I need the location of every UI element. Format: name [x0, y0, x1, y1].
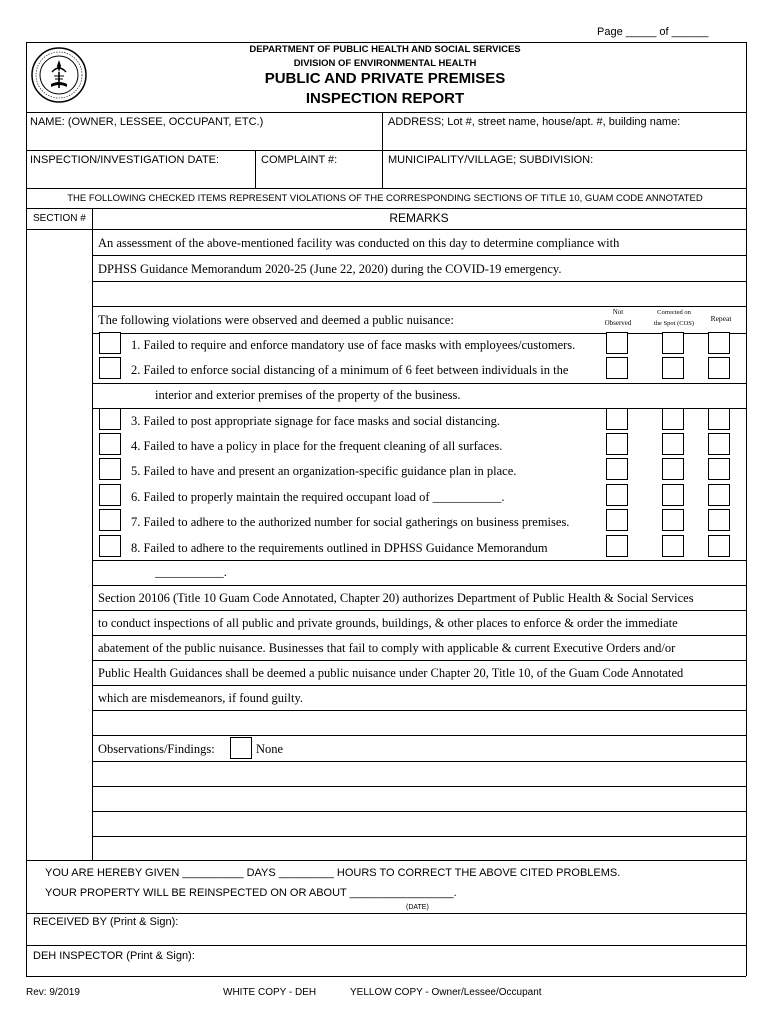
violation-item-6: 6. Failed to properly maintain the required occupant load of ___________. [131, 490, 505, 504]
item-8-repeat-checkbox[interactable] [708, 535, 730, 557]
legal-line-4: Public Health Guidances shall be deemed a public nuisance under Chapter 20, Title 10, of the Guam Code Annotated [98, 666, 684, 680]
none-checkbox[interactable] [230, 737, 252, 759]
divider [92, 660, 746, 661]
frame-top [26, 42, 746, 43]
divider [26, 976, 746, 977]
item-4-not-observed-checkbox[interactable] [606, 433, 628, 455]
name-input[interactable] [27, 128, 381, 149]
complaint-number-label: COMPLAINT #: [261, 154, 338, 166]
violation-item-5: 5. Failed to have and present an organization-specific guidance plan in place. [131, 464, 517, 478]
inspector-input[interactable] [27, 962, 745, 975]
violation-item-3: 3. Failed to post appropriate signage for face masks and social distancing. [131, 414, 500, 428]
observation-line-2[interactable] [93, 787, 745, 810]
item-7-corrected-checkbox[interactable] [662, 509, 684, 531]
divider [92, 333, 746, 334]
item-5-repeat-checkbox[interactable] [708, 458, 730, 480]
item-8-not-observed-checkbox[interactable] [606, 535, 628, 557]
intro-line-2: DPHSS Guidance Memorandum 2020-25 (June 22, 2020) during the COVID-19 emergency. [98, 262, 562, 276]
divider [26, 150, 746, 151]
yellow-copy-label: YELLOW COPY - Owner/Lessee/Occupant [350, 987, 542, 998]
item-2-checkbox[interactable] [99, 357, 121, 379]
form-title-line2: INSPECTION REPORT [305, 90, 465, 107]
violations-intro: The following violations were observed and deemed a public nuisance: [98, 313, 454, 327]
legal-line-3: abatement of the public nuisance. Businesses that fail to comply with applicable & current Executive Orders and/or [98, 641, 676, 655]
violation-item-8: 8. Failed to adhere to the requirements outlined in DPHSS Guidance Memorandum [131, 541, 548, 555]
divider [92, 585, 746, 586]
correction-notice: YOU ARE HEREBY GIVEN __________ DAYS _________ HOURS TO CORRECT THE ABOVE CITED PROBLEMS. [45, 867, 621, 879]
white-copy-label: WHITE COPY - DEH [223, 987, 317, 998]
legal-line-5: which are misdemeanors, if found guilty. [98, 691, 304, 705]
divider [92, 408, 746, 409]
divider [92, 281, 746, 282]
legal-line-1: Section 20106 (Title 10 Guam Code Annotated, Chapter 20) authorizes Department of Public Health & Social Services [98, 591, 694, 605]
remarks-column-header: REMARKS [389, 211, 449, 225]
form-title-line1: PUBLIC AND PRIVATE PREMISES [264, 70, 506, 87]
item-1-corrected-checkbox[interactable] [662, 332, 684, 354]
item-6-checkbox[interactable] [99, 484, 121, 506]
divider [92, 610, 746, 611]
item-2-corrected-checkbox[interactable] [662, 357, 684, 379]
item-6-corrected-checkbox[interactable] [662, 484, 684, 506]
violations-notice: THE FOLLOWING CHECKED ITEMS REPRESENT VIOLATIONS OF THE CORRESPONDING SECTIONS OF TITLE 10, GUAM CODE ANNOTATED [67, 193, 703, 204]
observation-line-3[interactable] [93, 812, 745, 835]
item-4-corrected-checkbox[interactable] [662, 433, 684, 455]
divider [92, 383, 746, 384]
date-caption: (DATE) [406, 904, 429, 911]
item-2-not-observed-checkbox[interactable] [606, 357, 628, 379]
intro-line-1: An assessment of the above-mentioned facility was conducted on this day to determine compliance with [98, 236, 620, 250]
divider [92, 735, 746, 736]
item-7-not-observed-checkbox[interactable] [606, 509, 628, 531]
division-name: DIVISION OF ENVIRONMENTAL HEALTH [293, 58, 477, 69]
inspection-date-label: INSPECTION/INVESTIGATION DATE: [30, 154, 220, 166]
violation-item-4: 4. Failed to have a policy in place for the frequent cleaning of all surfaces. [131, 439, 503, 453]
municipality-input[interactable] [383, 166, 745, 187]
received-by-input[interactable] [27, 928, 745, 944]
divider [26, 188, 746, 189]
observation-line-1[interactable] [93, 762, 745, 785]
page-number-label: Page _____ of ______ [597, 26, 709, 38]
divider [26, 112, 746, 113]
item-8-corrected-checkbox[interactable] [662, 535, 684, 557]
item-1-checkbox[interactable] [99, 332, 121, 354]
divider [92, 635, 746, 636]
divider [92, 710, 746, 711]
not-observed-header-2: Observed [604, 319, 632, 327]
violation-item-1: 1. Failed to require and enforce mandatory use of face masks with employees/customers. [131, 338, 576, 352]
inspection-date-input[interactable] [27, 166, 254, 187]
divider [92, 255, 746, 256]
violation-item-2-continued: interior and exterior premises of the property of the business. [155, 388, 461, 402]
item-6-not-observed-checkbox[interactable] [606, 484, 628, 506]
violation-item-7: 7. Failed to adhere to the authorized number for social gatherings on business premises. [131, 515, 570, 529]
divider [92, 836, 746, 837]
item-5-corrected-checkbox[interactable] [662, 458, 684, 480]
not-observed-header-1: Not [612, 308, 624, 316]
item-3-repeat-checkbox[interactable] [708, 408, 730, 430]
divider [26, 913, 746, 914]
revision-label: Rev: 9/2019 [26, 987, 80, 998]
reinspection-notice: YOUR PROPERTY WILL BE REINSPECTED ON OR ABOUT _________________. [45, 887, 457, 899]
repeat-header: Repeat [710, 314, 732, 323]
address-input[interactable] [383, 128, 745, 149]
item-1-repeat-checkbox[interactable] [708, 332, 730, 354]
divider [26, 945, 746, 946]
divider [92, 306, 746, 307]
corrected-header-2: the Spot (COS) [653, 320, 695, 327]
item-4-repeat-checkbox[interactable] [708, 433, 730, 455]
corrected-header-1: Corrected on [657, 309, 691, 316]
legal-line-2: to conduct inspections of all public and private grounds, buildings, & other places to enforce & order the immediate [98, 616, 678, 630]
divider [26, 860, 746, 861]
item-3-checkbox[interactable] [99, 408, 121, 430]
section-column-header: SECTION # [33, 213, 86, 224]
divider [92, 560, 746, 561]
item-3-not-observed-checkbox[interactable] [606, 408, 628, 430]
department-name: DEPARTMENT OF PUBLIC HEALTH AND SOCIAL SERVICES [249, 44, 521, 55]
item-5-not-observed-checkbox[interactable] [606, 458, 628, 480]
item-5-checkbox[interactable] [99, 458, 121, 480]
divider [26, 208, 746, 209]
divider [26, 229, 746, 230]
item-7-checkbox[interactable] [99, 509, 121, 531]
address-field-label: ADDRESS; Lot #, street name, house/apt. #, building name: [388, 116, 681, 128]
frame-right [746, 42, 747, 976]
divider [92, 685, 746, 686]
item-4-checkbox[interactable] [99, 433, 121, 455]
complaint-number-input[interactable] [256, 166, 381, 187]
item-3-corrected-checkbox[interactable] [662, 408, 684, 430]
item-8-checkbox[interactable] [99, 535, 121, 557]
item-2-repeat-checkbox[interactable] [708, 357, 730, 379]
received-by-label: RECEIVED BY (Print & Sign): [33, 916, 179, 928]
inspector-label: DEH INSPECTOR (Print & Sign): [33, 950, 195, 962]
observations-label: Observations/Findings: [98, 742, 215, 756]
violation-item-8-continued: ___________. [155, 565, 227, 579]
violation-item-2: 2. Failed to enforce social distancing of a minimum of 6 feet between individuals in the [131, 363, 569, 377]
item-7-repeat-checkbox[interactable] [708, 509, 730, 531]
item-6-repeat-checkbox[interactable] [708, 484, 730, 506]
none-label: None [256, 742, 284, 756]
municipality-label: MUNICIPALITY/VILLAGE; SUBDIVISION: [388, 154, 594, 166]
item-1-not-observed-checkbox[interactable] [606, 332, 628, 354]
name-field-label: NAME: (OWNER, LESSEE, OCCUPANT, ETC.) [30, 116, 264, 128]
